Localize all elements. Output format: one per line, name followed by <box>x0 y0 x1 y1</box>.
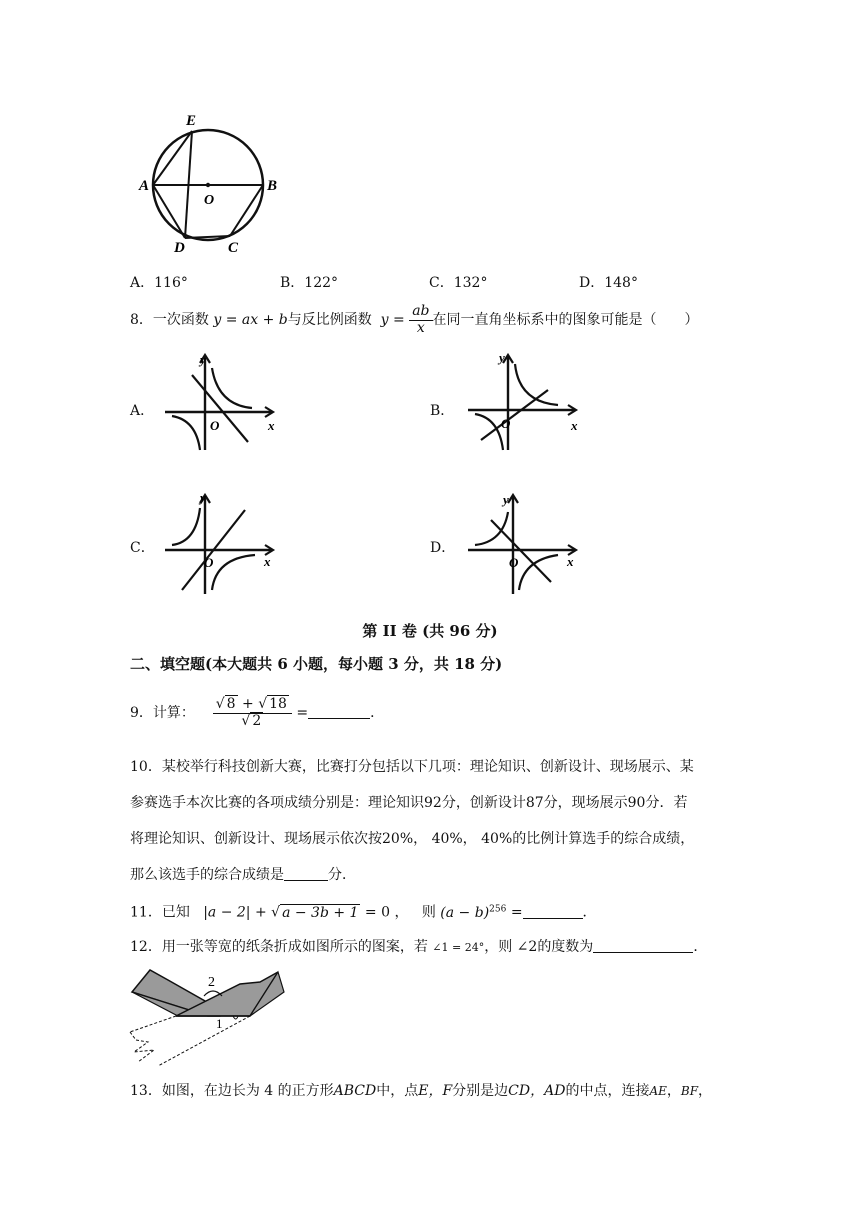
angle-2-label: 2 <box>208 975 215 990</box>
q13-question: 13．如图，在边长为 4 的正方形ABCD中，点E，F分别是边CD，AD的中点，连接AE，BF， <box>130 1083 713 1099</box>
hyperbola-branch-1 <box>212 368 252 408</box>
q8-graph-c <box>160 490 280 598</box>
q8-inverse-fraction: $\frac{ab}{x}$ <box>409 304 432 336</box>
q10-line-4: 那么该选手的综合成绩是 分． <box>130 867 356 883</box>
origin-label: O <box>210 418 220 433</box>
q11-power-expr: $(a - b)^{256}$ <box>440 904 507 921</box>
q7-circle-figure <box>138 110 288 255</box>
axis-x-label: x <box>567 554 574 569</box>
q12-question: 12．用一张等宽的纸条折成如图所示的图案，若 ∠1 = 24°，则 ∠2的度数为 ． <box>130 939 708 955</box>
axis-y-label: y <box>503 492 509 507</box>
label-c: C <box>228 240 239 255</box>
q8-question: 8．一次函数 y = ax + b与反比例函数 y = $\frac{ab}{x}$ 在同一直角坐标系中的图象可能是（ ） <box>130 303 699 336</box>
q12-folded-strip-figure <box>128 962 288 1068</box>
axis-x-label: x <box>268 418 275 433</box>
q8-option-a-label: A． <box>130 403 155 419</box>
origin-label: O <box>501 416 511 431</box>
dashed-strip-edge-2 <box>158 1016 250 1066</box>
q9-fraction: $\frac{√ 8 + √ 18}{√ 2}$ <box>213 697 292 729</box>
q12-answer-blank[interactable] <box>593 938 693 953</box>
q10-line-2: 参赛选手本次比赛的各项成绩分别是：理论知识92分，创新设计87分，现场展示90分．若 <box>130 795 688 811</box>
chord-ad <box>153 185 185 238</box>
dashed-strip-edge-1 <box>130 1016 176 1032</box>
q9-question: 9．计算： $\frac{√ 8 + √ 18}{√ 2}$ = ． <box>130 696 385 729</box>
q10-answer-blank[interactable] <box>284 866 328 881</box>
label-e: E <box>186 113 197 129</box>
label-b: B <box>267 178 278 194</box>
q7-option-c: C．132° <box>429 275 488 291</box>
line-graph <box>481 390 548 440</box>
angle-1-label: 1 <box>216 1016 223 1031</box>
q7-option-d: D．148° <box>579 275 638 291</box>
q8-option-c-label: C． <box>130 540 155 556</box>
hyperbola-branch-1 <box>475 512 508 545</box>
q11-sqrt-expr: √ a − 3b + 1 <box>271 904 359 921</box>
label-d: D <box>174 240 185 255</box>
axis-y-label: y <box>499 350 505 365</box>
axis-y-label: y <box>200 490 206 505</box>
label-a: A <box>139 178 150 194</box>
q8-option-b-label: B． <box>430 403 455 419</box>
label-o: O <box>204 193 215 208</box>
q8-graph-b <box>463 350 583 455</box>
center-point <box>206 183 210 187</box>
q10-line-3: 将理论知识、创新设计、现场展示依次按20%， 40%， 40%的比例计算选手的综合成绩， <box>130 831 695 847</box>
q8-graph-a <box>160 350 280 455</box>
hyperbola-branch-1 <box>172 508 200 545</box>
q8-graph-d <box>463 490 583 598</box>
section2-title: 二、填空题(本大题共 6 小题，每小题 3 分，共 18 分) <box>130 655 503 673</box>
axis-y-label: y <box>200 352 206 367</box>
q11-abs-expr: |a − 2| <box>203 904 251 921</box>
hyperbola-branch-2 <box>519 555 558 590</box>
hyperbola-branch-2 <box>475 414 503 450</box>
torn-edge <box>130 1032 154 1062</box>
q8-option-d-label: D． <box>430 540 456 556</box>
hyperbola-branch-2 <box>172 416 200 450</box>
axis-x-label: x <box>571 418 578 433</box>
q11-answer-blank[interactable] <box>523 904 583 919</box>
q10-line-1: 10．某校举行科技创新大赛，比赛打分包括以下几项：理论知识、创新设计、现场展示、某 <box>130 759 694 775</box>
q11-question: 11．已知 |a − 2| + √ a − 3b + 1 = 0 ， 则 $(a - b)^{256}$ = ． <box>130 904 597 921</box>
origin-label: O <box>204 555 214 570</box>
q7-option-b: B．122° <box>280 275 339 291</box>
hyperbola-branch-2 <box>212 555 255 590</box>
part2-title: 第 II 卷 (共 96 分) <box>362 622 498 640</box>
q7-option-a: A．116° <box>130 275 188 291</box>
line-graph <box>192 375 248 442</box>
origin-label: O <box>509 555 519 570</box>
axis-x-label: x <box>264 554 271 569</box>
q9-answer-blank[interactable] <box>308 704 370 719</box>
